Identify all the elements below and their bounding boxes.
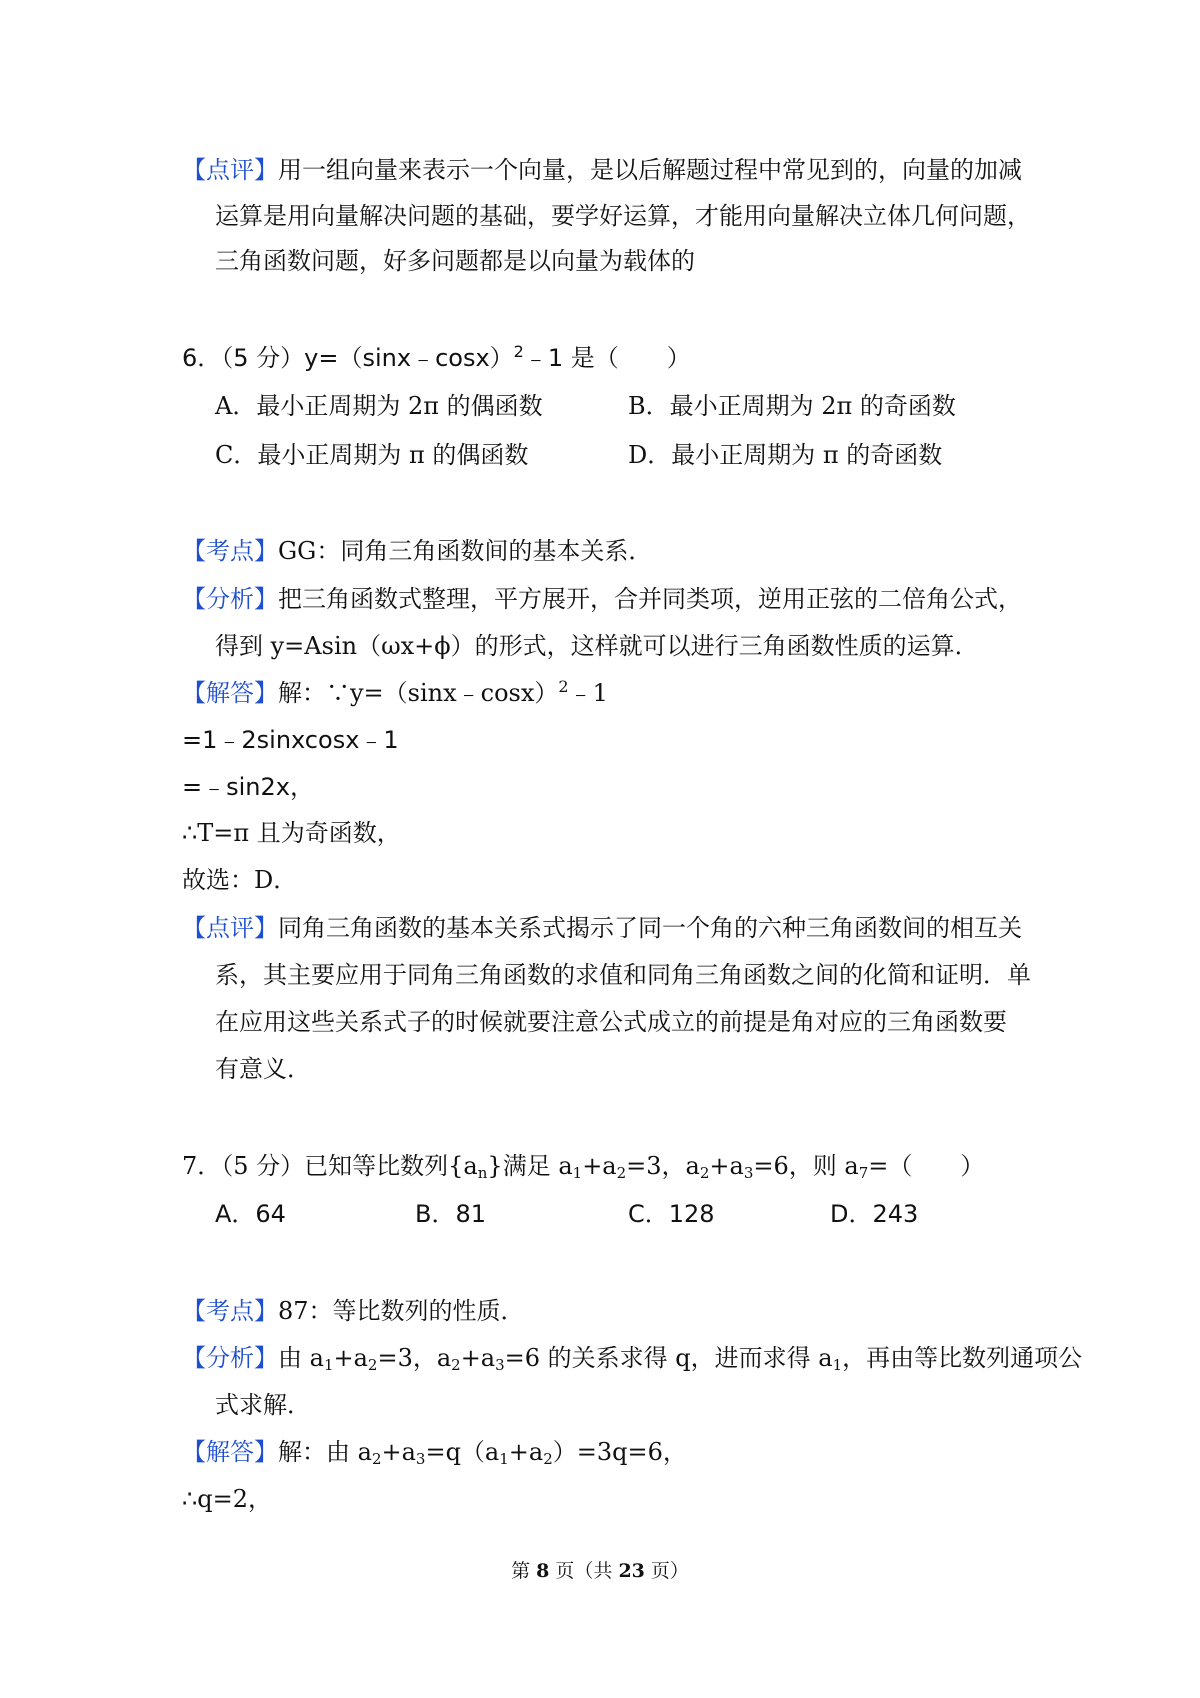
q6-stem-exponent: 2 [513, 342, 524, 361]
q6-option-c: C．最小正周期为 π 的偶函数 [215, 441, 529, 469]
q6-step-4: 故选：D． [182, 866, 298, 894]
q5-comment-tag: 【点评】 [182, 156, 278, 184]
q6-stem-suffix: ﹣1 是（ ） [523, 344, 691, 372]
q7-stem-s1: n [477, 1164, 488, 1182]
q6-jieda [182, 678, 608, 708]
q5-comment-line-3: 三角函数问题，好多问题都是以向量为载体的 [215, 247, 695, 275]
page-footer [0, 1556, 1200, 1583]
q7-jd-t5: ）=3q=6， [552, 1438, 687, 1466]
q7-option-a: A．64 [215, 1200, 286, 1228]
q7-fenxi-line-1 [182, 1343, 1082, 1373]
q7-stem-s6: 7 [858, 1164, 869, 1182]
q7-fx-s2: 2 [367, 1356, 378, 1374]
q7-option-b: B．81 [415, 1200, 487, 1228]
q7-jd-t1: 解：由 a [278, 1438, 372, 1466]
q7-jd-s3: 1 [499, 1450, 509, 1468]
q7-kaodian-tag: 【考点】 [182, 1297, 278, 1325]
q7-stem-s4: 2 [699, 1164, 710, 1182]
q6-step-3: ∴T=π 且为奇函数， [182, 819, 401, 847]
q6-jieda-text: 解：∵y=（sinx﹣cosx） [278, 679, 559, 707]
q7-fx-t6: ，再由等比数列通项公 [842, 1344, 1083, 1372]
q6-fenxi-line-2: 得到 y=Asin（ωx+ϕ）的形式，这样就可以进行三角函数性质的运算． [215, 632, 979, 660]
q7-fenxi-tag: 【分析】 [182, 1344, 278, 1372]
footer-text-1: 第 [511, 1560, 537, 1582]
q7-jieda [182, 1437, 687, 1467]
q7-stem-t1: 7．（5 分）已知等比数列{a [182, 1152, 478, 1180]
q6-comment-line-2: 系，其主要应用于同角三角函数的求值和同角三角函数之间的化简和证明．单 [215, 961, 1031, 989]
q7-fx-s4: 3 [495, 1356, 505, 1374]
q7-fx-t2: +a [333, 1344, 368, 1372]
q6-stem [182, 343, 691, 373]
q7-option-c: C．128 [628, 1200, 715, 1228]
q7-stem-s5: 3 [743, 1164, 754, 1182]
q7-jd-s1: 2 [371, 1450, 382, 1468]
q7-jd-t2: +a [381, 1438, 416, 1466]
q6-kaodian-tag: 【考点】 [182, 537, 278, 565]
q6-fenxi-line-1 [182, 584, 1022, 614]
q6-step-2: =﹣sin2x， [182, 773, 314, 801]
q7-fx-t3: =3，a [377, 1344, 452, 1372]
footer-text-3: 页） [644, 1560, 689, 1582]
q7-step-1: ∴q=2， [182, 1485, 273, 1513]
q7-stem-s2: 1 [572, 1164, 583, 1182]
q7-fx-t5: =6 的关系求得 q，进而求得 a [504, 1344, 833, 1372]
q7-fenxi-line-2: 式求解． [215, 1391, 311, 1419]
q7-stem [182, 1151, 984, 1181]
q7-fx-s5: 1 [832, 1356, 843, 1374]
q6-comment-line-3: 在应用这些关系式子的时候就要注意公式成立的前提是角对应的三角函数要 [215, 1008, 1007, 1036]
q7-jieda-tag: 【解答】 [182, 1438, 278, 1466]
q6-option-a: A．最小正周期为 2π 的偶函数 [215, 392, 543, 420]
q6-comment-line-1 [182, 913, 1022, 943]
q6-step-1: =1﹣2sinxcosx﹣1 [182, 726, 399, 754]
q7-jd-s2: 3 [415, 1450, 426, 1468]
q7-option-d: D．243 [830, 1200, 919, 1228]
q5-comment-line-1 [182, 155, 1022, 185]
page-number: 8 [536, 1560, 550, 1582]
q6-fenxi-tag: 【分析】 [182, 585, 278, 613]
q7-fx-t4: +a [460, 1344, 496, 1372]
q6-jieda-tag: 【解答】 [182, 679, 278, 707]
q6-comment-text-1: 同角三角函数的基本关系式揭示了同一个角的六种三角函数间的相互关 [278, 914, 1022, 942]
q5-comment-text-1: 用一组向量来表示一个向量，是以后解题过程中常见到的，向量的加减 [278, 156, 1022, 184]
q7-fx-t1: 由 a [278, 1344, 324, 1372]
q6-kaodian [182, 536, 652, 566]
q6-comment-line-4: 有意义． [215, 1055, 311, 1083]
q7-kaodian-text: 87：等比数列的性质． [278, 1297, 525, 1325]
page-total: 23 [618, 1560, 645, 1582]
q7-jd-s4: 2 [543, 1450, 553, 1468]
q7-stem-t5: +a [709, 1152, 744, 1180]
q6-fenxi-text-1: 把三角函数式整理，平方展开，合并同类项，逆用正弦的二倍角公式， [278, 585, 1022, 613]
q7-stem-s3: 2 [616, 1164, 627, 1182]
q7-stem-t3: +a [582, 1152, 617, 1180]
q7-fx-s3: 2 [451, 1356, 461, 1374]
q7-jd-t4: +a [508, 1438, 544, 1466]
q6-option-d: D．最小正周期为 π 的奇函数 [628, 441, 943, 469]
q5-comment-line-2: 运算是用向量解决问题的基础，要学好运算，才能用向量解决立体几何问题， [215, 202, 1031, 230]
q7-stem-t6: =6，则 a [753, 1152, 859, 1180]
footer-text-2: 页（共 [549, 1560, 619, 1582]
q6-jieda-suffix: ﹣1 [568, 679, 608, 707]
q6-jieda-exponent: 2 [558, 677, 569, 696]
q7-stem-t7: =（ ） [868, 1152, 985, 1180]
q6-kaodian-text: GG：同角三角函数间的基本关系． [278, 537, 653, 565]
q7-kaodian [182, 1296, 525, 1326]
q6-stem-text: 6．（5 分）y=（sinx﹣cosx） [182, 344, 514, 372]
q7-jd-t3: =q（a [425, 1438, 500, 1466]
q7-stem-t4: =3，a [626, 1152, 700, 1180]
q7-fx-s1: 1 [323, 1356, 334, 1374]
q6-option-b: B．最小正周期为 2π 的奇函数 [628, 392, 956, 420]
q7-stem-t2: }满足 a [487, 1152, 573, 1180]
q6-comment-tag: 【点评】 [182, 914, 278, 942]
